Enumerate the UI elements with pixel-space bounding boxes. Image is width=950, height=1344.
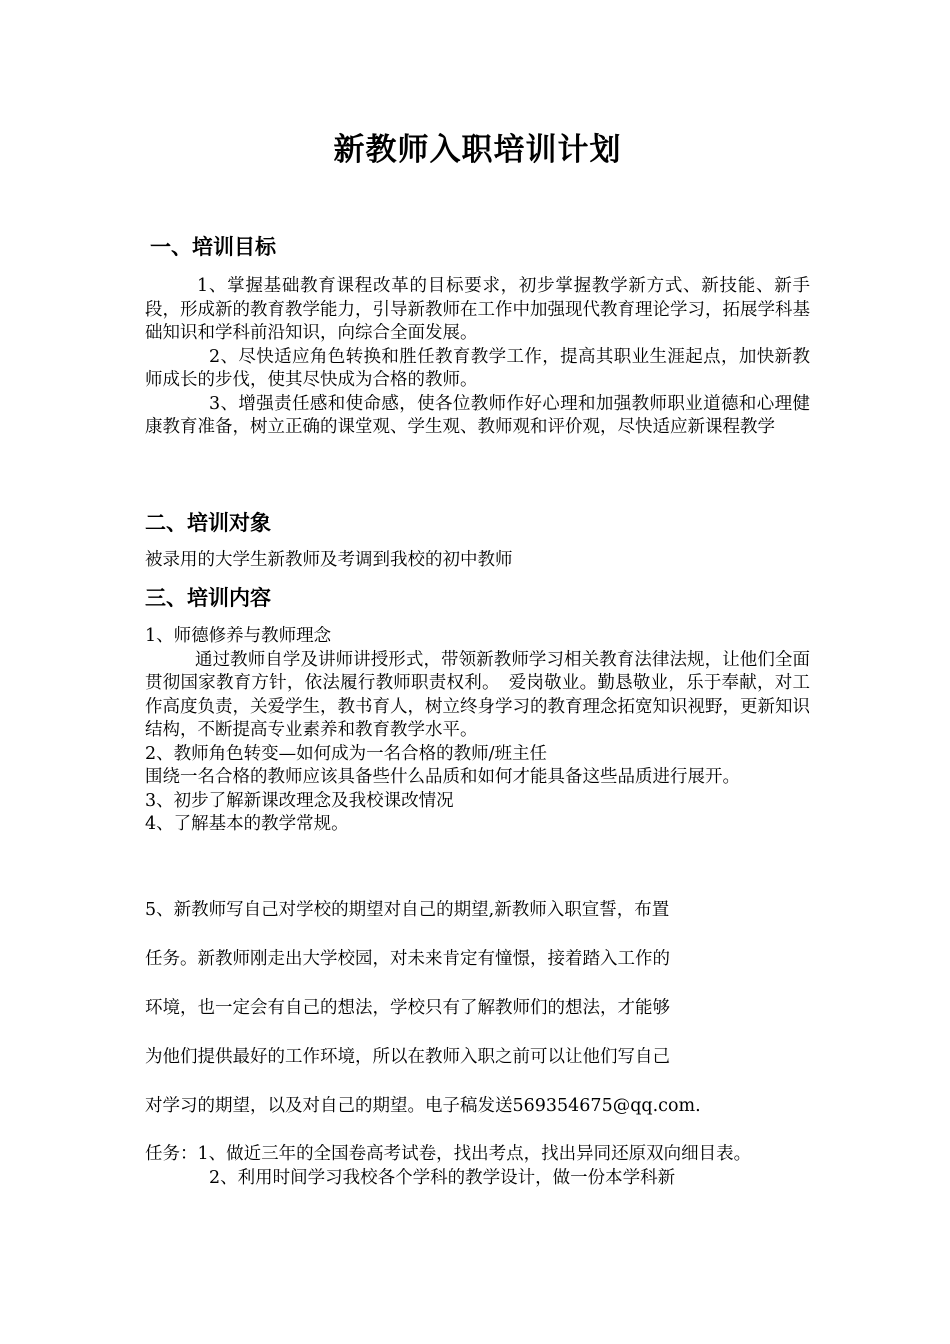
section-goals-body: [145, 275, 810, 440]
content-item-5-line: 为他们提供最好的工作环境，所以在教师入职之前可以让他们写自己: [145, 1047, 670, 1067]
goal-paragraph-1: 1、掌握基础教育课程改革的目标要求，初步掌握教学新方式、新技能、新手段，形成新的教育教学能力，引导新教师在工作中加强现代教育理论学习，拓展学科基础知识和学科前沿知识，向综合全面发展。: [145, 276, 810, 343]
document-title: 新教师入职培训计划: [333, 132, 622, 168]
goal-paragraph-2: 2、尽快适应角色转换和胜任教育教学工作，提高其职业生涯起点，加快新教师成长的步伐，使其尽快成为合格的教师。: [145, 346, 810, 390]
content-item-1-body: 通过教师自学及讲师讲授形式，带领新教师学习相关教育法律法规，让他们全面贯彻国家教育方针，依法履行教师职责权利。 爱岗敬业。勤恳敬业，乐于奉献，对工作高度负责，关爱学生，教书育人，树立终身学习的教育理念拓宽知识视野，更新知识结构，不断提高专业素养和教育教学水平。: [145, 649, 810, 740]
section-heading-content: 三、培训内容: [145, 586, 271, 610]
audience-paragraph: 被录用的大学生新教师及考调到我校的初中教师: [145, 550, 513, 570]
section-content-body: [145, 625, 810, 837]
section-heading-audience: 二、培训对象: [145, 511, 271, 535]
goal-paragraph-3: 3、增强责任感和使命感，使各位教师作好心理和加强教师职业道德和心理健康教育准备，树立正确的课堂观、学生观、教师观和评价观，尽快适应新课程教学: [145, 393, 810, 437]
task-2: 2、利用时间学习我校各个学科的教学设计，做一份本学科新: [209, 1167, 676, 1188]
content-item-5-line: 环境，也一定会有自己的想法，学校只有了解教师们的想法，才能够: [145, 998, 670, 1018]
content-item-3-title: 3、初步了解新课改理念及我校课改情况: [145, 790, 454, 811]
content-item-5-line: 5、新教师写自己对学校的期望对自己的期望,新教师入职宣誓，布置: [145, 900, 670, 920]
content-item-5-line: 对学习的期望，以及对自己的期望。电子稿发送569354675@qq.com.: [145, 1096, 701, 1116]
tasks-body: [145, 1143, 810, 1190]
content-item-4-title: 4、了解基本的教学常规。: [145, 814, 349, 834]
content-item-5-body: [145, 886, 810, 1131]
content-item-1-title: 1、师德修养与教师理念: [145, 626, 332, 646]
content-item-2-title: 2、教师角色转变—如何成为一名合格的教师/班主任: [145, 743, 548, 764]
content-item-2-body: 围绕一名合格的教师应该具备些什么品质和如何才能具备这些品质进行展开。: [145, 767, 740, 787]
task-1: 任务：1、做近三年的全国卷高考试卷，找出考点，找出异同还原双向细目表。: [145, 1144, 752, 1164]
content-item-5-line: 任务。新教师刚走出大学校园，对未来肯定有憧憬，接着踏入工作的: [145, 949, 670, 969]
section-audience-body: [145, 549, 810, 573]
section-heading-goals: 一、培训目标: [150, 235, 276, 259]
